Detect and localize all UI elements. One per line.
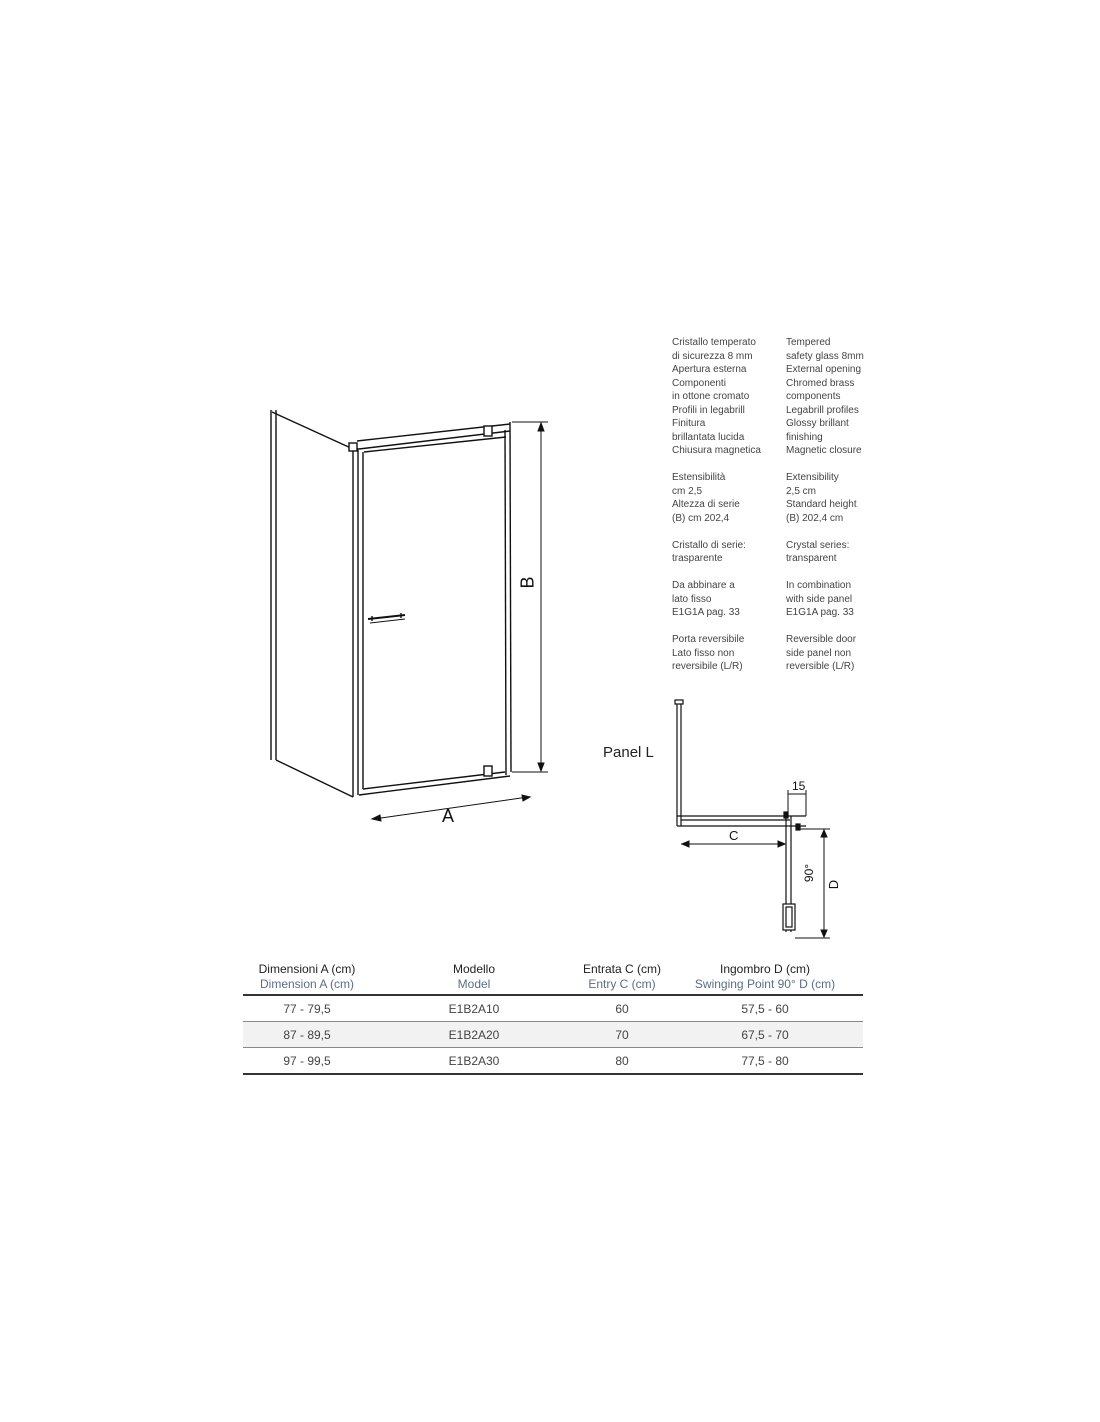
spec-line: Finitura bbox=[672, 418, 706, 429]
header-swinging-point-d: Ingombro D (cm) Swinging Point 90° D (cm) bbox=[694, 962, 836, 991]
spec-line: Tempered bbox=[786, 337, 831, 348]
table-row: 87 - 89,5 E1B2A20 70 67,5 - 70 bbox=[243, 1022, 863, 1048]
spec-line: Lato fisso non bbox=[672, 647, 735, 659]
spec-line: Standard height bbox=[786, 499, 857, 510]
table-row: 97 - 99,5 E1B2A30 80 77,5 - 80 bbox=[243, 1048, 863, 1075]
plan-view-diagram bbox=[670, 695, 870, 945]
spec-line: Reversible door bbox=[786, 634, 857, 645]
dimension-c-label: C bbox=[729, 828, 739, 843]
spec-line: components bbox=[786, 391, 841, 402]
spec-line: External opening bbox=[786, 364, 862, 375]
spec-line: reversibile (L/R) bbox=[672, 661, 743, 672]
spec-line: E1G1A pag. 33 bbox=[672, 607, 740, 618]
spec-line: Porta reversibile bbox=[672, 634, 745, 645]
header-dimension-a: Dimensioni A (cm) Dimension A (cm) bbox=[258, 962, 356, 991]
spec-block bbox=[672, 471, 761, 525]
plan-title: Panel L bbox=[603, 744, 654, 761]
spec-line: E1G1A pag. 33 bbox=[786, 607, 854, 618]
spec-line: side panel non bbox=[786, 647, 852, 659]
spec-line: Apertura esterna bbox=[672, 364, 747, 375]
table-row: 77 - 79,5 E1B2A10 60 57,5 - 60 bbox=[243, 996, 863, 1022]
spec-line: lato fisso bbox=[672, 593, 712, 605]
spec-line: transparent bbox=[786, 553, 837, 564]
spec-line: with side panel bbox=[786, 593, 853, 605]
spec-line: Altezza di serie bbox=[672, 499, 740, 510]
dimension-d-label: D bbox=[826, 879, 842, 890]
spec-line: Extensibility bbox=[786, 472, 839, 483]
table-header bbox=[243, 962, 863, 996]
angle-label: 90° bbox=[802, 863, 817, 883]
spec-block bbox=[786, 336, 864, 458]
dimension-a-label: A bbox=[442, 806, 455, 826]
spec-block bbox=[672, 579, 761, 620]
spec-line: Chiusura magnetica bbox=[672, 445, 761, 456]
spec-line: 2,5 cm bbox=[786, 485, 817, 497]
spec-block bbox=[786, 539, 864, 566]
spec-line: Da abbinare a bbox=[672, 580, 735, 591]
dimensions-table bbox=[243, 962, 863, 1075]
spec-line: Crystal series: bbox=[786, 539, 850, 551]
spec-block bbox=[786, 471, 864, 525]
spec-line: Legabrill profiles bbox=[786, 404, 859, 416]
spec-line: In combination bbox=[786, 580, 852, 591]
spec-line: trasparente bbox=[672, 553, 723, 564]
specs-english bbox=[786, 336, 864, 687]
spec-block bbox=[672, 336, 761, 458]
spec-line: Cristallo di serie: bbox=[672, 539, 746, 551]
spec-line: Profili in legabrill bbox=[672, 404, 745, 416]
spec-line: (B) 202,4 cm bbox=[786, 512, 844, 524]
spec-block bbox=[672, 633, 761, 674]
spec-line: Componenti bbox=[672, 377, 726, 389]
spec-block bbox=[786, 579, 864, 620]
shower-enclosure-drawing bbox=[250, 395, 550, 835]
spec-line: Estensibilità bbox=[672, 472, 726, 483]
spec-line: brillantata lucida bbox=[672, 431, 745, 443]
spec-block bbox=[672, 539, 761, 566]
spec-line: (B) cm 202,4 bbox=[672, 512, 730, 524]
spec-line: cm 2,5 bbox=[672, 485, 703, 497]
spec-line: Glossy brillant bbox=[786, 418, 849, 429]
dimension-b-label: B bbox=[517, 576, 538, 589]
spec-line: Cristallo temperato bbox=[672, 337, 756, 348]
spec-line: di sicurezza 8 mm bbox=[672, 350, 753, 362]
spec-block bbox=[786, 633, 864, 674]
spec-line: Chromed brass bbox=[786, 377, 855, 389]
spec-line: reversible (L/R) bbox=[786, 661, 855, 672]
spec-line: safety glass 8mm bbox=[786, 350, 864, 362]
spec-line: in ottone cromato bbox=[672, 391, 750, 402]
dimension-15-label: 15 bbox=[792, 779, 806, 793]
spec-line: Magnetic closure bbox=[786, 445, 862, 456]
header-model: Modello Model bbox=[452, 962, 496, 991]
header-entry-c: Entrata C (cm) Entry C (cm) bbox=[582, 962, 661, 991]
spec-line: finishing bbox=[786, 431, 823, 443]
specs-italian bbox=[672, 336, 761, 687]
